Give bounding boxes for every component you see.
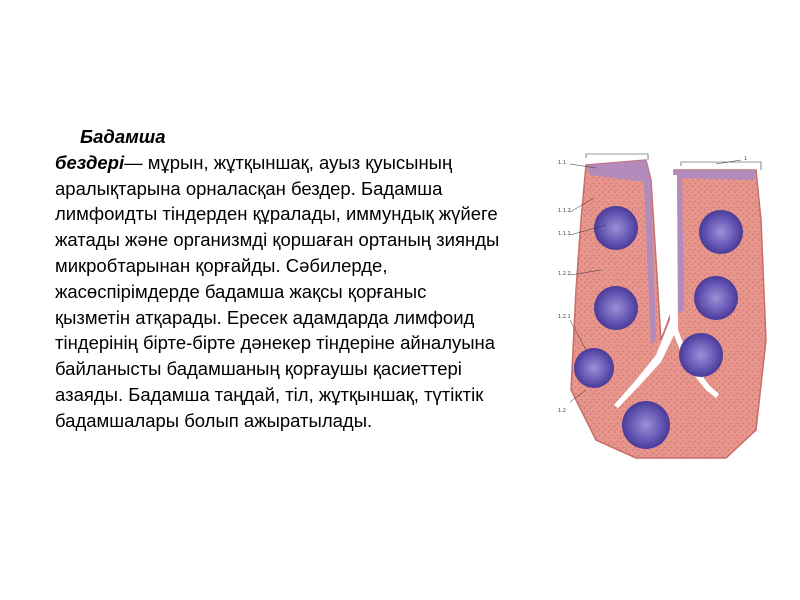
figure-label-5: 1.2.1 [558, 314, 571, 320]
term-line1: Бадамша [80, 126, 166, 147]
tonsil-histology-figure [556, 140, 776, 460]
figure-label-6: 1.2 [558, 408, 566, 414]
definition-body: — мұрын, жұтқыншақ, ауыз қуысының аралықтарына орналасқан бездер. Бадамша лимфоидты тіндерден құралады, иммундық жүйеге жатады және организмді қоршаған ортаның зиянды микробтарынан қорғайды. Сәбилерде, жасөспірімдерде бадамша жақсы қорғаныс қызметін атқарады. Ересек адамдарда лимфоид тіндерінің бірте-бірте дәнекер тіндеріне айналуына байланысты бадамшаның қорғаушы қасиеттері азаяды. Бадамша таңдай, тіл, жұтқыншақ, түтіктік бадамшалары болып ажыратылады. [55, 151, 500, 431]
figure-label-2: 1.1.2 [558, 208, 571, 214]
figure-label-7: 1 [744, 156, 748, 162]
tonsil-illustration [556, 140, 776, 460]
figure-label-3: 1.1.1 [558, 231, 571, 237]
term-line2: бездері [55, 151, 125, 173]
figure-label-1: 1.1 [558, 160, 566, 166]
definition-text [55, 124, 550, 434]
figure-label-4: 1.2.2 [558, 271, 571, 277]
